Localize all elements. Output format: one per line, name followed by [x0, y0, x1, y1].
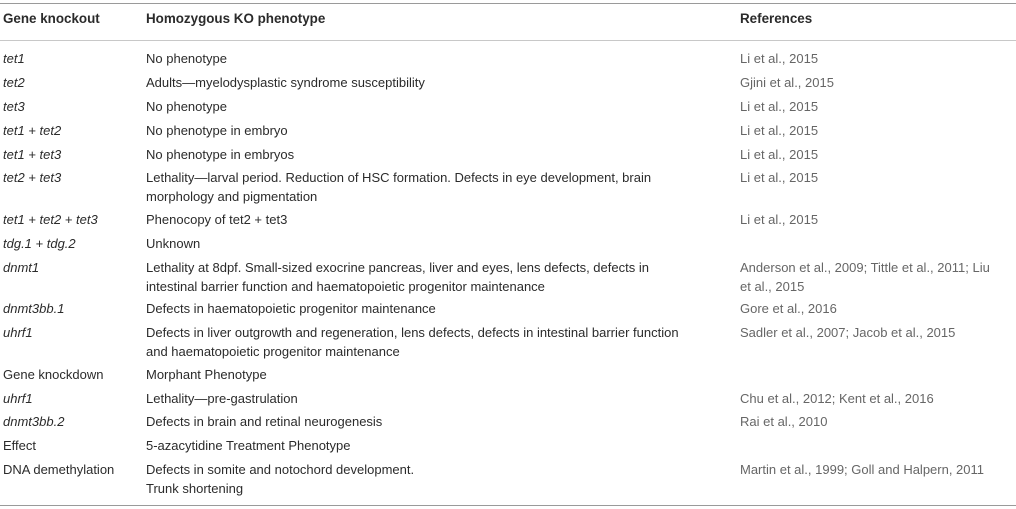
references-cell [740, 323, 1016, 342]
phenotype-line: Defects in liver outgrowth and regeneration, lens defects, defects in intestinal barrier function [146, 325, 679, 340]
references-cell [740, 412, 1016, 431]
phenotype-cell [146, 258, 726, 296]
phenotype-line: Lethality—larval period. Reduction of HSC formation. Defects in eye development, brain [146, 170, 652, 185]
reference-line: Li et al., 2015 [740, 147, 819, 162]
table-top-rule [0, 3, 1016, 4]
references-cell [740, 460, 1016, 479]
gene-cell: DNA demethylation [3, 462, 115, 477]
references-cell [740, 299, 1016, 318]
phenotype-cell [146, 299, 726, 318]
references-cell [740, 97, 1016, 116]
phenotype-cell [146, 121, 726, 140]
references-cell [740, 258, 1016, 296]
gene-cell: tdg.1 + tdg.2 [3, 236, 76, 251]
gene-cell: tet1 + tet2 + tet3 [3, 212, 98, 227]
phenotype-line: No phenotype in embryo [146, 123, 288, 138]
header-phenotype: Homozygous KO phenotype [146, 11, 326, 26]
phenotype-line: Morphant Phenotype [146, 367, 267, 382]
references-cell [740, 168, 1016, 187]
gene-cell: tet2 [3, 75, 25, 90]
reference-line: et al., 2015 [740, 279, 805, 294]
gene-cell: uhrf1 [3, 391, 33, 406]
phenotype-line: No phenotype in embryos [146, 147, 295, 162]
reference-line: Li et al., 2015 [740, 123, 819, 138]
phenotype-line: Unknown [146, 236, 201, 251]
phenotype-cell [146, 460, 726, 498]
gene-cell: dnmt3bb.2 [3, 414, 65, 429]
reference-line: Li et al., 2015 [740, 212, 819, 227]
phenotype-cell [146, 73, 726, 92]
header-references: References [740, 11, 813, 26]
phenotype-cell [146, 436, 726, 455]
references-cell [740, 210, 1016, 229]
references-cell [740, 121, 1016, 140]
phenotype-line: Defects in haematopoietic progenitor maintenance [146, 301, 436, 316]
phenotype-cell [146, 97, 726, 116]
gene-cell: Gene knockdown [3, 367, 104, 382]
reference-line: Rai et al., 2010 [740, 414, 828, 429]
gene-cell: tet1 + tet3 [3, 147, 62, 162]
reference-line: Gjini et al., 2015 [740, 75, 834, 90]
phenotype-line: Phenocopy of tet2 + tet3 [146, 212, 288, 227]
gene-cell: uhrf1 [3, 325, 33, 340]
phenotype-line: Defects in somite and notochord development. [146, 462, 415, 477]
phenotype-line: intestinal barrier function and haematopoietic progenitor maintenance [146, 279, 545, 294]
reference-line: Chu et al., 2012; Kent et al., 2016 [740, 391, 934, 406]
phenotype-cell [146, 412, 726, 431]
gene-cell: Effect [3, 438, 37, 453]
header-gene-knockout: Gene knockout [3, 11, 100, 26]
phenotype-line: Lethality—pre-gastrulation [146, 391, 298, 406]
gene-cell: tet1 + tet2 [3, 123, 62, 138]
phenotype-cell [146, 323, 726, 361]
references-cell [740, 389, 1016, 408]
gene-cell: dnmt3bb.1 [3, 301, 65, 316]
gene-cell: tet3 [3, 99, 25, 114]
phenotype-line: 5-azacytidine Treatment Phenotype [146, 438, 351, 453]
phenotype-line: and haematopoietic progenitor maintenance [146, 344, 400, 359]
phenotype-line: Trunk shortening [146, 481, 244, 496]
reference-line: Li et al., 2015 [740, 170, 819, 185]
phenotype-cell [146, 389, 726, 408]
phenotype-cell [146, 145, 726, 164]
phenotype-line: No phenotype [146, 99, 227, 114]
reference-line: Sadler et al., 2007; Jacob et al., 2015 [740, 325, 956, 340]
gene-cell: tet1 [3, 51, 25, 66]
references-cell [740, 145, 1016, 164]
phenotype-cell [146, 234, 726, 253]
references-cell [740, 49, 1016, 68]
reference-line: Martin et al., 1999; Goll and Halpern, 2011 [740, 462, 985, 477]
phenotype-line: Defects in brain and retinal neurogenesis [146, 414, 383, 429]
gene-cell: tet2 + tet3 [3, 170, 62, 185]
phenotype-line: No phenotype [146, 51, 227, 66]
header-rule [0, 40, 1016, 41]
phenotype-line: Lethality at 8dpf. Small-sized exocrine pancreas, liver and eyes, lens defects, defects in [146, 260, 649, 275]
reference-line: Gore et al., 2016 [740, 301, 837, 316]
references-cell [740, 73, 1016, 92]
phenotype-cell [146, 168, 726, 206]
phenotype-cell [146, 49, 726, 68]
reference-line: Li et al., 2015 [740, 99, 819, 114]
phenotype-cell [146, 365, 726, 384]
reference-line: Li et al., 2015 [740, 51, 819, 66]
reference-line: Anderson et al., 2009; Tittle et al., 2011; Liu [740, 260, 990, 275]
gene-cell: dnmt1 [3, 260, 40, 275]
table-bottom-rule [0, 505, 1016, 506]
phenotype-cell [146, 210, 726, 229]
phenotype-line: Adults—myelodysplastic syndrome susceptibility [146, 75, 425, 90]
phenotype-line: morphology and pigmentation [146, 189, 318, 204]
